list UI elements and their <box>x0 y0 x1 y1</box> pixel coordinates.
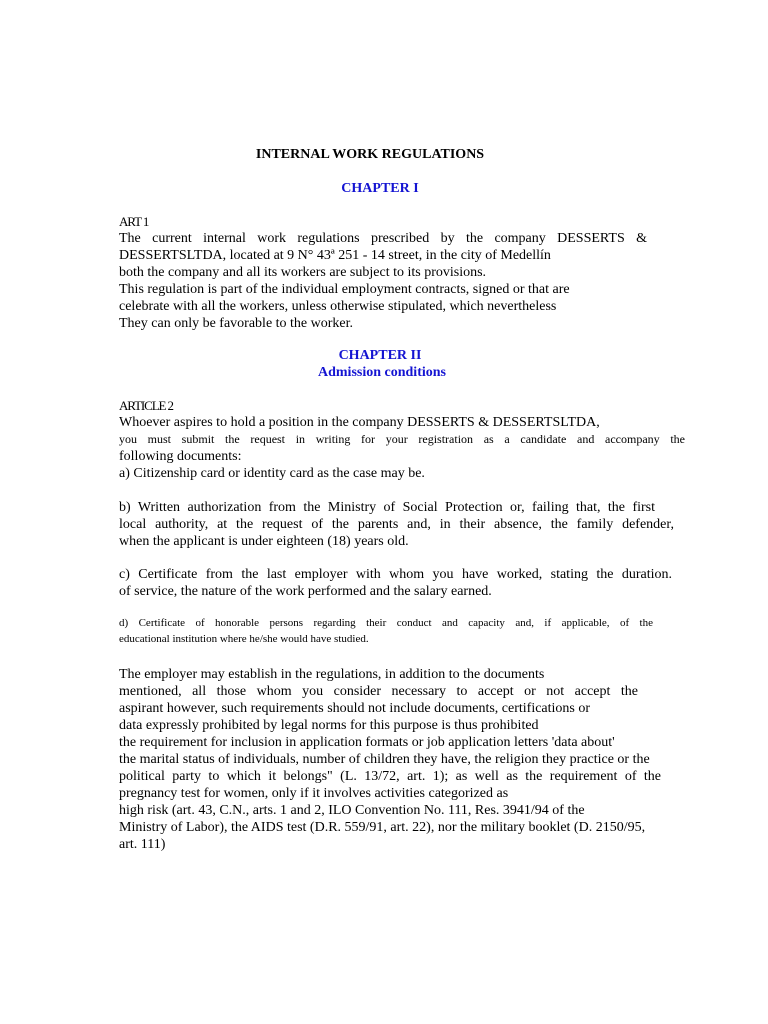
article-1-label: ART 1 <box>119 214 149 229</box>
requirement-item-b-line: local authority, at the request of the parents and, in their absence, the family defender, <box>119 517 674 532</box>
article-2-label: ARTICLE 2 <box>119 398 173 413</box>
chapter-1-line: The current internal work regulations prescribed by the company DESSERTS & <box>119 231 647 246</box>
closing-paragraph-line: high risk (art. 43, C.N., arts. 1 and 2, ILO Convention No. 111, Res. 3941/94 of the <box>119 803 585 818</box>
requirement-item-c-line: of service, the nature of the work performed and the salary earned. <box>119 584 492 599</box>
article-2-intro-line: Whoever aspires to hold a position in the company DESSERTS & DESSERTSLTDA, <box>119 415 600 430</box>
requirement-item-b-line: b) Written authorization from the Ministry of Social Protection or, failing that, the first <box>119 500 655 515</box>
chapter-2-subheading: Admission conditions <box>318 365 446 380</box>
closing-paragraph-line: The employer may establish in the regulations, in addition to the documents <box>119 667 545 682</box>
chapter-1-line: They can only be favorable to the worker. <box>119 316 354 331</box>
closing-paragraph-line: mentioned, all those whom you consider necessary to accept or not accept the <box>119 684 638 699</box>
closing-paragraph-line: art. 111) <box>119 837 166 852</box>
chapter-1-line: DESSERTSLTDA, located at 9 N° 43ª 251 - 14 street, in the city of Medellín <box>119 248 551 263</box>
requirement-item-d-line: educational institution where he/she would have studied. <box>119 633 369 645</box>
chapter-1-line: This regulation is part of the individual employment contracts, signed or that are <box>119 282 570 297</box>
closing-paragraph-line: political party to which it belongs" (L. 13/72, art. 1); as well as the requirement of the <box>119 769 661 784</box>
requirement-item-a: a) Citizenship card or identity card as the case may be. <box>119 466 425 481</box>
closing-paragraph-line: data expressly prohibited by legal norms for this purpose is thus prohibited <box>119 718 539 733</box>
article-2-intro-line: following documents: <box>119 449 242 464</box>
chapter-1-line: both the company and all its workers are subject to its provisions. <box>119 265 487 280</box>
closing-paragraph-line: aspirant however, such requirements should not include documents, certifications or <box>119 701 591 716</box>
article-2-intro-line: you must submit the request in writing for your registration as a candidate and accompany the <box>119 432 685 446</box>
requirement-item-d-line: d) Certificate of honorable persons regarding their conduct and capacity and, if applicable, of the <box>119 617 653 629</box>
chapter-1-line: celebrate with all the workers, unless otherwise stipulated, which nevertheless <box>119 299 557 314</box>
closing-paragraph-line: the requirement for inclusion in application formats or job application letters 'data about' <box>119 735 615 750</box>
chapter-2-heading: CHAPTER II <box>338 348 422 363</box>
requirement-item-b-line: when the applicant is under eighteen (18) years old. <box>119 534 409 549</box>
requirement-item-c-line: c) Certificate from the last employer with whom you have worked, stating the duration. <box>119 567 672 582</box>
closing-paragraph-line: the marital status of individuals, number of children they have, the religion they practice or the <box>119 752 650 767</box>
document-title: INTERNAL WORK REGULATIONS <box>255 147 485 162</box>
closing-paragraph-line: pregnancy test for women, only if it involves activities categorized as <box>119 786 509 801</box>
closing-paragraph-line: Ministry of Labor), the AIDS test (D.R. 559/91, art. 22), nor the military booklet (D. 2150/95, <box>119 820 646 835</box>
chapter-1-heading: CHAPTER I <box>341 181 419 196</box>
